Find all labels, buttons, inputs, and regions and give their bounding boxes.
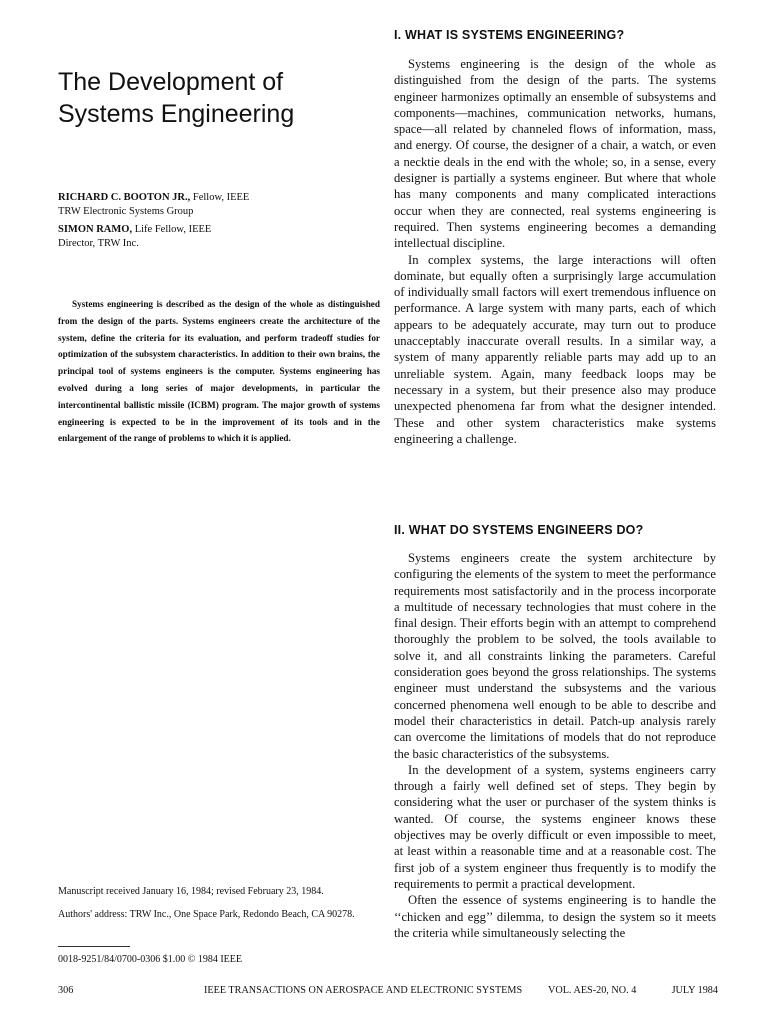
author-affiliation: TRW Electronic Systems Group [58,206,194,217]
author-name: SIMON RAMO, [58,224,133,235]
paragraph: Systems engineering is the design of the whole as distinguished from the design of the parts. The systems engineer harmonizes optimally an ensemble of subsystems and components—machines, communication networks, humans, space—all related by channeled flows of information, mass, and energy. Of course, the designer of a chair, a watch, or even a necktie deals in the end with the whole; so, in a sense, every designer is partially a systems engineer. But where that whole has many components and many complicated interactions occur when they are connected, real systems engineering is required. Then systems engineering becomes a demanding intellectual discipline. [394,57,716,251]
abstract: Systems engineering is described as the design of the whole as distinguished from the design of the parts. Systems engineers create the architecture of the system, define the criteria for its evaluation, and perform tradeoff studies for optimization of the subsystem characteristics. In addition to their own brains, the principal tool of systems engineers is the computer. Systems engineering has evolved during a long series of major developments, in particular the intercontinental ballistic missile (ICBM) program. The major growth of systems engineering is expected to be in the improvement of its tools and in the enlargement of the range of problems to which it is applied. [58,299,380,444]
author-grade: Fellow, IEEE [192,192,250,203]
journal-volume: VOL. AES-20, NO. 4 [548,985,637,996]
author-booton [58,191,249,219]
section-body-1 [394,56,716,447]
paragraph: Systems engineers create the system architecture by configuring the elements of the system to meet the performance requirements most satisfactorily and in the process incorporate a multitude of necessary technologies that must cohere in the final design. Their efforts begin with an attempt to comprehend thoroughly the problem to be solved, the tools available to solve it, and all constraints linking the parameters. Careful consideration goes beyond the gross relationships. The systems engineer must understand the subsystems and the various concerned phenomena well enough to be able to describe and model their characteristics in detail. Patch-up analysis rarely can overcome the limitations of models that do not reproduce the basic characteristics of the subsystems. [394,551,716,761]
author-affiliation: Director, TRW Inc. [58,238,139,249]
footnote-manuscript: Manuscript received January 16, 1984; revised February 23, 1984. [58,886,324,897]
footnote-copyright: 0018-9251/84/0700-0306 $1.00 © 1984 IEEE [58,954,242,965]
section-heading-2: II. WHAT DO SYSTEMS ENGINEERS DO? [394,523,644,537]
paragraph: Often the essence of systems engineering is to handle the ‘‘chicken and egg’’ dilemma, to design the system so it meets the criteria while simultaneously selecting the [394,893,716,940]
page-number: 306 [58,985,74,996]
section-body-2 [394,550,716,941]
paragraph: In complex systems, the large interactions will often dominate, but equally often a surprisingly large accumulation of individually small factors will exert tremendous influence on performance. A large system with many parts, each of which appears to be adequately accurate, may turn out to produce unacceptably inaccurate overall results. In a similar way, a system of many apparently reliable parts may add up to an unreliable system. Again, many feedback loops may be necessary in a system, but their presence also may produce unexpected phenomena far from what the designer intended. These and other system characteristics make systems engineering a challenge. [394,252,716,446]
paper-title: The Development of Systems Engineering [58,68,295,128]
author-grade: Life Fellow, IEEE [134,224,212,235]
footnote-rule [58,946,130,947]
journal-name: IEEE TRANSACTIONS ON AEROSPACE AND ELECTRONIC SYSTEMS [204,985,523,996]
author-name: RICHARD C. BOOTON JR., [58,192,191,203]
author-ramo [58,223,211,251]
footnote-address: Authors' address: TRW Inc., One Space Park, Redondo Beach, CA 90278. [58,909,355,920]
journal-date: JULY 1984 [671,985,718,996]
section-heading-1: I. WHAT IS SYSTEMS ENGINEERING? [394,28,625,42]
paragraph: In the development of a system, systems engineers carry through a fairly well defined set of steps. They begin by considering what the user or purchaser of the system thinks is wanted. Of course, the systems engineer knows these objectives may be overly difficult or even impossible to meet, at least within a reasonable time and at a reasonable cost. The first job of a system engineer thus frequently is to modify the requirements to permit a practical development. [394,762,716,891]
